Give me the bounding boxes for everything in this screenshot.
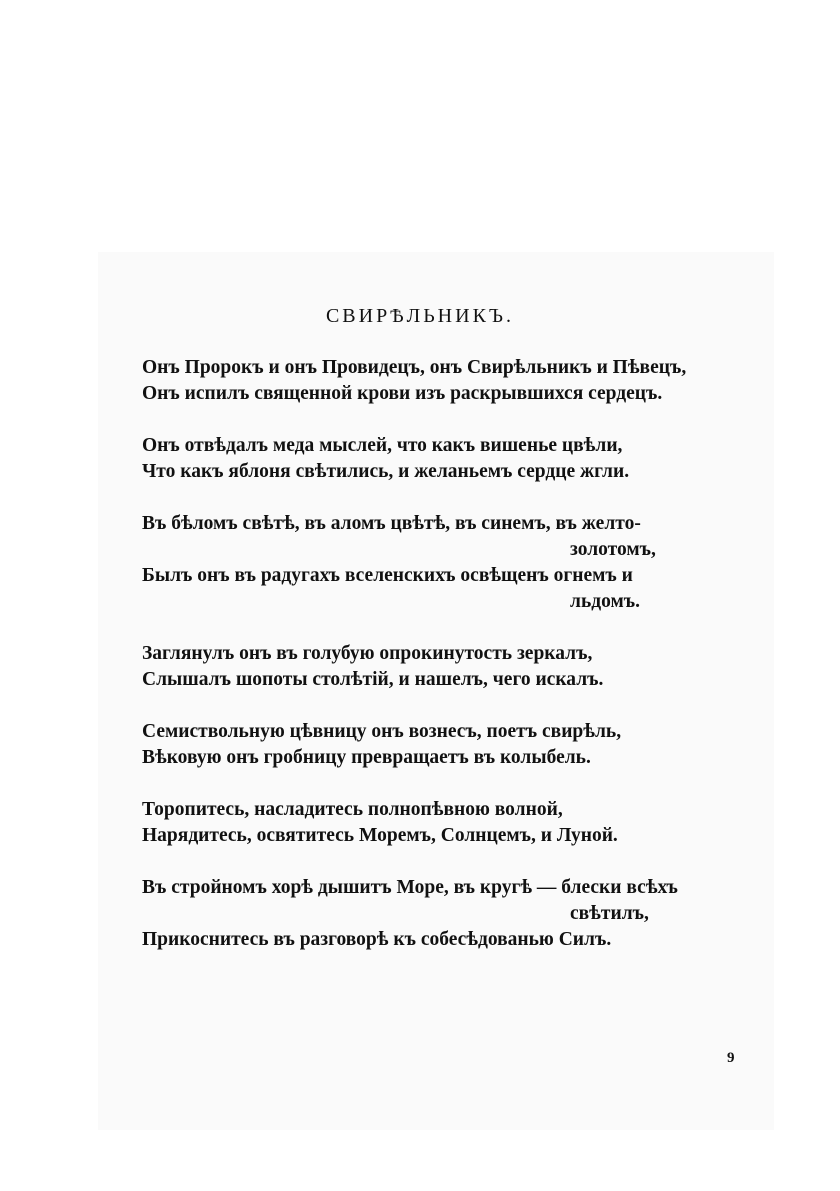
verse-line: Нарядитесь, освятитесь Моремъ, Солнцемъ, и Луной. <box>142 825 618 846</box>
verse-line: Онъ Пророкъ и онъ Провидецъ, онъ Свирѣльникъ и Пѣвецъ, <box>142 357 687 378</box>
verse-line: Въ стройномъ хорѣ дышитъ Море, въ кругѣ — блески всѣхъ <box>142 877 678 898</box>
verse-line-continuation: льдомъ. <box>570 591 641 612</box>
stanza-6 <box>142 797 762 849</box>
verse-line: Семиствольную цѣвницу онъ вознесъ, поетъ свирѣль, <box>142 721 622 742</box>
verse-line-continuation: свѣтилъ, <box>570 903 649 924</box>
verse-line: Онъ отвѣдалъ меда мыслей, что какъ вишенье цвѣли, <box>142 435 623 456</box>
verse-line: Въ бѣломъ свѣтѣ, въ аломъ цвѣтѣ, въ синемъ, въ желто- <box>142 513 641 534</box>
verse-line: Что какъ яблоня свѣтились, и желаньемъ сердце жгли. <box>142 461 630 482</box>
verse-line-continuation: золотомъ, <box>570 539 656 560</box>
verse-line: Прикоснитесь въ разговорѣ къ собесѣдованью Силъ. <box>142 929 612 950</box>
verse-line: Заглянулъ онъ въ голубую опрокинутость зеркалъ, <box>142 643 593 664</box>
verse-line: Онъ испилъ священной крови изъ раскрывшихся сердецъ. <box>142 383 663 404</box>
verse-line: Торопитесь, насладитесь полнопѣвною волной, <box>142 799 563 820</box>
verse-line: Слышалъ шопоты столѣтій, и нашелъ, чего искалъ. <box>142 669 604 690</box>
stanza-5 <box>142 719 762 771</box>
poem-body <box>142 355 762 979</box>
stanza-4 <box>142 641 762 693</box>
page-number: 9 <box>727 1050 735 1066</box>
verse-line: Былъ онъ въ радугахъ вселенскихъ освѣщенъ огнемъ и <box>142 565 633 586</box>
verse-line: Вѣковую онъ гробницу превращаетъ въ колыбель. <box>142 747 591 768</box>
stanza-3 <box>142 511 762 615</box>
poem-title: СВИРѢЛЬНИКЪ. <box>325 305 515 327</box>
stanza-1 <box>142 355 762 407</box>
stanza-2 <box>142 433 762 485</box>
stanza-7 <box>142 875 762 953</box>
